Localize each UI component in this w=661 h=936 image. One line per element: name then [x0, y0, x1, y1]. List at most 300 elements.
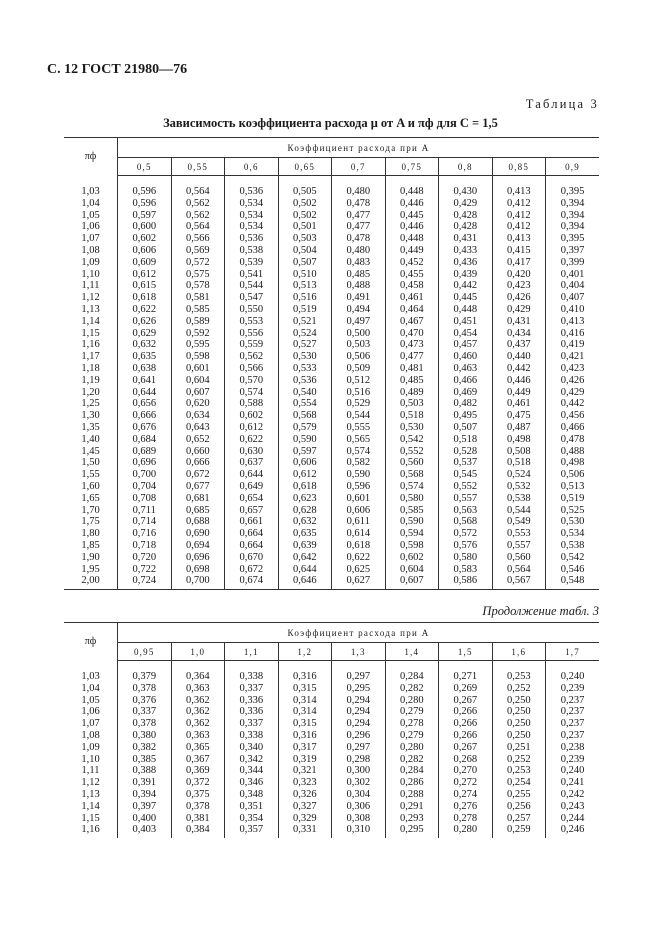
pi-value: 1,20 — [64, 387, 118, 399]
coefficient-cell: 0,644 — [225, 469, 279, 481]
coefficient-cell: 0,477 — [332, 210, 386, 222]
coefficient-cell: 0,429 — [439, 198, 493, 210]
coefficient-cell: 0,540 — [278, 387, 332, 399]
coefficient-cell: 0,296 — [332, 730, 386, 742]
coefficient-cell: 0,564 — [171, 186, 225, 198]
coefficient-cell: 0,568 — [439, 516, 493, 528]
column-header: 1,5 — [439, 643, 493, 661]
coefficient-cell: 0,666 — [118, 410, 172, 422]
table-row — [64, 718, 599, 730]
coefficient-cell: 0,456 — [560, 410, 585, 422]
coefficient-cell: 0,596 — [118, 198, 172, 210]
table-row — [64, 269, 599, 281]
coefficient-cell: 0,592 — [171, 328, 225, 340]
coefficient-cell: 0,549 — [492, 516, 546, 528]
coefficient-cell: 0,660 — [171, 446, 225, 458]
coefficient-cell: 0,574 — [385, 481, 439, 493]
coefficient-cell: 0,503 — [278, 233, 332, 245]
coefficient-cell: 0,547 — [225, 292, 279, 304]
coefficient-cell: 0,530 — [278, 351, 332, 363]
coefficient-cell: 0,250 — [492, 730, 546, 742]
coefficient-cell: 0,574 — [225, 387, 279, 399]
coefficient-cell: 0,530 — [560, 516, 585, 528]
coefficient-cell: 0,534 — [225, 198, 279, 210]
coefficient-cell: 0,562 — [171, 210, 225, 222]
coefficient-cell: 0,416 — [560, 327, 585, 339]
coefficient-cell: 0,580 — [439, 552, 493, 564]
coefficient-cell: 0,286 — [385, 777, 439, 789]
coefficient-cell: 0,661 — [225, 516, 279, 528]
coefficient-cell: 0,634 — [171, 410, 225, 422]
coefficient-cell: 0,684 — [118, 434, 172, 446]
pi-value: 1,09 — [64, 257, 118, 269]
table-row — [64, 422, 599, 434]
coefficient-cell: 0,295 — [332, 683, 386, 695]
coefficient-cell: 0,578 — [171, 280, 225, 292]
coefficient-cell: 0,503 — [332, 339, 386, 351]
coefficient-cell: 0,253 — [492, 765, 546, 777]
coefficient-cell: 0,327 — [278, 801, 332, 813]
coefficient-cell: 0,269 — [439, 683, 493, 695]
table-row — [64, 221, 599, 233]
coefficient-cell: 0,711 — [118, 505, 172, 517]
coefficient-cell: 0,652 — [171, 434, 225, 446]
coefficient-cell: 0,700 — [118, 469, 172, 481]
coefficient-cell: 0,579 — [278, 422, 332, 434]
coefficient-cell: 0,338 — [225, 671, 279, 683]
table-row — [64, 575, 599, 587]
coefficient-cell: 0,576 — [439, 540, 493, 552]
coefficient-cell: 0,681 — [171, 493, 225, 505]
coefficient-cell: 0,315 — [278, 683, 332, 695]
coefficient-cell: 0,480 — [332, 245, 386, 257]
coefficient-cell: 0,612 — [225, 422, 279, 434]
table-row — [64, 198, 599, 210]
coefficient-cell: 0,362 — [171, 695, 225, 707]
coefficient-cell: 0,380 — [118, 730, 172, 742]
coefficient-cell: 0,415 — [492, 245, 546, 257]
coefficient-cell: 0,363 — [171, 730, 225, 742]
coefficient-cell: 0,657 — [225, 505, 279, 517]
column-header: 0,7 — [332, 158, 386, 176]
coefficient-cell: 0,323 — [278, 777, 332, 789]
coefficient-table-2 — [64, 622, 599, 838]
pi-value: 1,05 — [64, 210, 118, 222]
coefficient-cell: 0,319 — [278, 754, 332, 766]
coefficient-cell: 0,271 — [439, 671, 493, 683]
pi-value: 1,16 — [64, 339, 118, 351]
coefficient-cell: 0,491 — [332, 292, 386, 304]
coefficient-cell: 0,607 — [171, 387, 225, 399]
coefficient-table-1 — [64, 137, 599, 590]
coefficient-cell: 0,259 — [492, 824, 546, 836]
coefficient-cell: 0,583 — [439, 564, 493, 576]
coefficient-cell: 0,362 — [171, 718, 225, 730]
coefficient-cell: 0,618 — [118, 292, 172, 304]
coefficient-cell: 0,308 — [332, 813, 386, 825]
column-header: 0,65 — [278, 158, 332, 176]
coefficient-cell: 0,556 — [225, 328, 279, 340]
coefficient-cell: 0,506 — [332, 351, 386, 363]
column-header: 0,6 — [225, 158, 279, 176]
coefficient-cell: 0,532 — [492, 481, 546, 493]
coefficient-cell: 0,546 — [560, 563, 585, 575]
coefficient-cell: 0,315 — [278, 718, 332, 730]
table-row — [64, 777, 599, 789]
pi-value: 1,19 — [64, 375, 118, 387]
coefficient-cell: 0,445 — [385, 210, 439, 222]
coefficient-cell: 0,362 — [171, 706, 225, 718]
coefficient-cell: 0,704 — [118, 481, 172, 493]
pi-value: 1,75 — [64, 516, 118, 528]
coefficient-cell: 0,434 — [492, 328, 546, 340]
coefficient-cell: 0,553 — [492, 528, 546, 540]
coefficient-cell: 0,423 — [492, 280, 546, 292]
coefficient-cell: 0,294 — [332, 706, 386, 718]
coefficient-cell: 0,498 — [560, 457, 585, 469]
coefficient-cell: 0,588 — [225, 398, 279, 410]
coefficient-cell: 0,598 — [171, 351, 225, 363]
coefficient-cell: 0,460 — [439, 351, 493, 363]
table-row — [64, 469, 599, 481]
coefficient-cell: 0,257 — [492, 813, 546, 825]
coefficient-cell: 0,698 — [171, 564, 225, 576]
coefficient-cell: 0,545 — [439, 469, 493, 481]
coefficient-cell: 0,293 — [385, 813, 439, 825]
coefficient-cell: 0,348 — [225, 789, 279, 801]
column-header: 0,95 — [118, 643, 172, 661]
coefficient-cell: 0,676 — [118, 422, 172, 434]
coefficient-cell: 0,367 — [171, 754, 225, 766]
coefficient-cell: 0,585 — [385, 505, 439, 517]
coefficient-cell: 0,512 — [332, 375, 386, 387]
pi-value: 1,55 — [64, 469, 118, 481]
table-row — [64, 292, 599, 304]
coefficient-cell: 0,449 — [492, 387, 546, 399]
coefficient-cell: 0,542 — [385, 434, 439, 446]
table-row — [64, 434, 599, 446]
table-row — [64, 387, 599, 399]
coefficient-cell: 0,541 — [225, 269, 279, 281]
coefficient-cell: 0,664 — [225, 528, 279, 540]
coefficient-cell: 0,564 — [171, 221, 225, 233]
coefficient-cell: 0,625 — [332, 564, 386, 576]
coefficient-cell: 0,314 — [278, 706, 332, 718]
coefficient-cell: 0,280 — [385, 742, 439, 754]
coefficient-cell: 0,295 — [385, 824, 439, 836]
coefficient-cell: 0,336 — [225, 706, 279, 718]
coefficient-cell: 0,598 — [385, 540, 439, 552]
coefficient-cell: 0,294 — [332, 718, 386, 730]
pi-value: 1,14 — [64, 801, 118, 813]
table-label: Таблица 3 — [525, 97, 599, 111]
coefficient-cell: 0,646 — [278, 575, 332, 587]
column-header: 0,9 — [546, 158, 600, 176]
coefficient-cell: 0,446 — [492, 375, 546, 387]
coefficient-cell: 0,446 — [385, 198, 439, 210]
coefficient-cell: 0,252 — [492, 754, 546, 766]
table-row — [64, 765, 599, 777]
pi-value: 1,07 — [64, 233, 118, 245]
coefficient-cell: 0,337 — [225, 683, 279, 695]
coefficient-cell: 0,365 — [171, 742, 225, 754]
coefficient-cell: 0,630 — [225, 446, 279, 458]
coefficient-cell: 0,508 — [492, 446, 546, 458]
coefficient-cell: 0,618 — [332, 540, 386, 552]
coefficient-cell: 0,272 — [439, 777, 493, 789]
coefficient-cell: 0,563 — [439, 505, 493, 517]
coefficient-cell: 0,513 — [560, 480, 585, 492]
coefficient-cell: 0,567 — [492, 575, 546, 587]
coefficient-cell: 0,457 — [439, 339, 493, 351]
pi-value: 1,04 — [64, 198, 118, 210]
coefficient-cell: 0,326 — [278, 789, 332, 801]
coefficient-cell: 0,477 — [332, 221, 386, 233]
coefficient-cell: 0,237 — [560, 718, 585, 730]
coefficient-cell: 0,516 — [332, 387, 386, 399]
coefficient-cell: 0,397 — [560, 244, 585, 256]
coefficient-cell: 0,501 — [278, 221, 332, 233]
coefficient-cell: 0,467 — [385, 316, 439, 328]
coefficient-cell: 0,481 — [385, 363, 439, 375]
column-header: 1,6 — [492, 643, 546, 661]
coefficient-cell: 0,372 — [171, 777, 225, 789]
coefficient-cell: 0,604 — [171, 375, 225, 387]
coefficient-cell: 0,442 — [492, 363, 546, 375]
coefficient-cell: 0,582 — [332, 457, 386, 469]
coefficient-cell: 0,256 — [492, 801, 546, 813]
coefficient-cell: 0,267 — [439, 695, 493, 707]
table-row — [64, 186, 599, 198]
coefficient-cell: 0,475 — [492, 410, 546, 422]
coefficient-cell: 0,572 — [171, 257, 225, 269]
coefficient-cell: 0,629 — [118, 328, 172, 340]
pi-value: 1,11 — [64, 280, 118, 292]
coefficient-cell: 0,240 — [560, 765, 585, 777]
coefficient-cell: 0,505 — [278, 186, 332, 198]
coefficient-cell: 0,255 — [492, 789, 546, 801]
coefficient-cell: 0,250 — [492, 695, 546, 707]
coefficient-cell: 0,280 — [439, 824, 493, 836]
coefficient-cell: 0,454 — [439, 328, 493, 340]
table-row — [64, 528, 599, 540]
coefficient-cell: 0,527 — [278, 339, 332, 351]
coefficient-cell: 0,539 — [225, 257, 279, 269]
coefficient-cell: 0,407 — [560, 292, 585, 304]
coefficient-cell: 0,284 — [385, 765, 439, 777]
pi-value: 1,15 — [64, 813, 118, 825]
coefficient-cell: 0,250 — [492, 706, 546, 718]
coefficient-cell: 0,478 — [332, 233, 386, 245]
coefficient-cell: 0,478 — [560, 433, 585, 445]
pi-value: 1,07 — [64, 718, 118, 730]
coefficient-cell: 0,586 — [439, 575, 493, 587]
coefficient-cell: 0,635 — [278, 528, 332, 540]
coefficient-cell: 0,379 — [118, 671, 172, 683]
coefficient-cell: 0,581 — [171, 292, 225, 304]
coefficient-cell: 0,266 — [439, 730, 493, 742]
column-header: 0,55 — [171, 158, 225, 176]
coefficient-cell: 0,385 — [118, 754, 172, 766]
pi-value: 1,06 — [64, 706, 118, 718]
coefficient-cell: 0,246 — [560, 824, 585, 836]
coefficient-cell: 0,495 — [439, 410, 493, 422]
pi-value: 1,50 — [64, 457, 118, 469]
pi-value: 1,10 — [64, 269, 118, 281]
coefficient-cell: 0,483 — [332, 257, 386, 269]
coefficient-cell: 0,585 — [171, 304, 225, 316]
coefficient-cell: 0,458 — [385, 280, 439, 292]
coefficient-cell: 0,672 — [225, 564, 279, 576]
coefficient-cell: 0,477 — [385, 351, 439, 363]
pi-value: 1,03 — [64, 671, 118, 683]
coefficient-cell: 0,504 — [278, 245, 332, 257]
coefficient-cell: 0,553 — [225, 316, 279, 328]
pi-value: 1,65 — [64, 493, 118, 505]
coefficient-cell: 0,638 — [118, 363, 172, 375]
coefficient-cell: 0,720 — [118, 552, 172, 564]
coefficient-cell: 0,502 — [278, 210, 332, 222]
coefficient-cell: 0,470 — [385, 328, 439, 340]
coefficient-cell: 0,423 — [560, 362, 585, 374]
coefficient-cell: 0,346 — [225, 777, 279, 789]
coefficient-cell: 0,654 — [225, 493, 279, 505]
pi-value: 1,17 — [64, 351, 118, 363]
coefficient-cell: 0,464 — [385, 304, 439, 316]
coefficient-cell: 0,297 — [332, 671, 386, 683]
coefficient-cell: 0,596 — [118, 186, 172, 198]
coefficient-cell: 0,560 — [492, 552, 546, 564]
coefficient-cell: 0,429 — [492, 304, 546, 316]
pi-value: 1,60 — [64, 481, 118, 493]
coefficient-cell: 0,627 — [332, 575, 386, 587]
coefficient-cell: 0,421 — [560, 351, 585, 363]
coefficient-cell: 0,569 — [171, 245, 225, 257]
table-row — [64, 824, 599, 836]
coefficient-cell: 0,615 — [118, 280, 172, 292]
coefficient-cell: 0,254 — [492, 777, 546, 789]
coefficient-cell: 0,282 — [385, 683, 439, 695]
coefficient-cell: 0,594 — [385, 528, 439, 540]
coefficient-cell: 0,564 — [492, 564, 546, 576]
coefficient-cell: 0,623 — [278, 493, 332, 505]
coefficient-cell: 0,670 — [225, 552, 279, 564]
coefficient-cell: 0,473 — [385, 339, 439, 351]
coefficient-cell: 0,538 — [492, 493, 546, 505]
coefficient-cell: 0,494 — [332, 304, 386, 316]
pi-value: 1,12 — [64, 292, 118, 304]
coefficient-cell: 0,291 — [385, 801, 439, 813]
coefficient-cell: 0,642 — [278, 552, 332, 564]
coefficient-cell: 0,700 — [171, 575, 225, 587]
coefficient-cell: 0,279 — [385, 706, 439, 718]
coefficient-cell: 0,478 — [332, 198, 386, 210]
coefficient-cell: 0,344 — [225, 765, 279, 777]
coefficient-cell: 0,696 — [171, 552, 225, 564]
coefficient-cell: 0,530 — [385, 422, 439, 434]
coefficient-cell: 0,331 — [278, 824, 332, 836]
pi-value: 1,10 — [64, 754, 118, 766]
coefficient-cell: 0,518 — [385, 410, 439, 422]
coefficient-cell: 0,336 — [225, 695, 279, 707]
coefficient-cell: 0,329 — [278, 813, 332, 825]
coefficient-cell: 0,394 — [560, 221, 585, 233]
coefficient-cell: 0,644 — [118, 387, 172, 399]
coefficient-cell: 0,337 — [118, 706, 172, 718]
coefficient-cell: 0,376 — [118, 695, 172, 707]
coefficient-cell: 0,607 — [385, 575, 439, 587]
coefficient-cell: 0,351 — [225, 801, 279, 813]
coefficient-cell: 0,451 — [439, 316, 493, 328]
table-row — [64, 695, 599, 707]
table-row — [64, 754, 599, 766]
coefficient-cell: 0,595 — [171, 339, 225, 351]
coefficient-cell: 0,632 — [278, 516, 332, 528]
pi-value: 1,08 — [64, 245, 118, 257]
coefficient-cell: 0,412 — [492, 198, 546, 210]
coefficient-cell: 0,507 — [439, 422, 493, 434]
coefficient-cell: 0,237 — [560, 729, 585, 741]
coefficient-cell: 0,394 — [560, 197, 585, 209]
pi-value: 1,06 — [64, 221, 118, 233]
coefficient-cell: 0,694 — [171, 540, 225, 552]
pi-value: 1,25 — [64, 398, 118, 410]
coefficient-cell: 0,632 — [118, 339, 172, 351]
coefficient-cell: 0,500 — [332, 328, 386, 340]
pi-value: 1,13 — [64, 789, 118, 801]
coefficient-cell: 0,304 — [332, 789, 386, 801]
coefficient-cell: 0,251 — [492, 742, 546, 754]
pi-value: 1,90 — [64, 552, 118, 564]
pi-value: 1,11 — [64, 765, 118, 777]
coefficient-cell: 0,488 — [332, 280, 386, 292]
coefficient-cell: 0,378 — [171, 801, 225, 813]
table-title: Зависимость коэффициента расхода μ от A и πф для C = 1,5 — [163, 116, 498, 130]
coefficient-cell: 0,509 — [332, 363, 386, 375]
coefficient-cell: 0,455 — [385, 269, 439, 281]
coefficient-cell: 0,672 — [171, 469, 225, 481]
coefficient-cell: 0,559 — [225, 339, 279, 351]
pi-value: 1,18 — [64, 363, 118, 375]
coefficient-cell: 0,276 — [439, 801, 493, 813]
coefficient-cell: 0,412 — [492, 221, 546, 233]
coefficient-cell: 0,284 — [385, 671, 439, 683]
coefficient-cell: 0,440 — [492, 351, 546, 363]
coefficient-cell: 0,570 — [225, 375, 279, 387]
coefficient-cell: 0,278 — [385, 718, 439, 730]
pi-value: 1,15 — [64, 328, 118, 340]
group-header: Коэффициент расхода при A — [118, 138, 600, 158]
coefficient-cell: 0,606 — [332, 505, 386, 517]
coefficient-cell: 0,410 — [560, 303, 585, 315]
coefficient-cell: 0,384 — [171, 824, 225, 836]
pi-value: 1,40 — [64, 434, 118, 446]
coefficient-cell: 0,466 — [560, 421, 585, 433]
coefficient-cell: 0,622 — [225, 434, 279, 446]
coefficient-cell: 0,378 — [118, 683, 172, 695]
coefficient-cell: 0,568 — [278, 410, 332, 422]
coefficient-cell: 0,618 — [278, 481, 332, 493]
coefficient-cell: 0,606 — [118, 245, 172, 257]
pi-value: 1,12 — [64, 777, 118, 789]
coefficient-cell: 0,689 — [118, 446, 172, 458]
coefficient-cell: 0,363 — [171, 683, 225, 695]
coefficient-cell: 0,502 — [278, 198, 332, 210]
pi-value: 1,30 — [64, 410, 118, 422]
coefficient-cell: 0,419 — [560, 339, 585, 351]
coefficient-cell: 0,635 — [118, 351, 172, 363]
coefficient-cell: 0,268 — [439, 754, 493, 766]
